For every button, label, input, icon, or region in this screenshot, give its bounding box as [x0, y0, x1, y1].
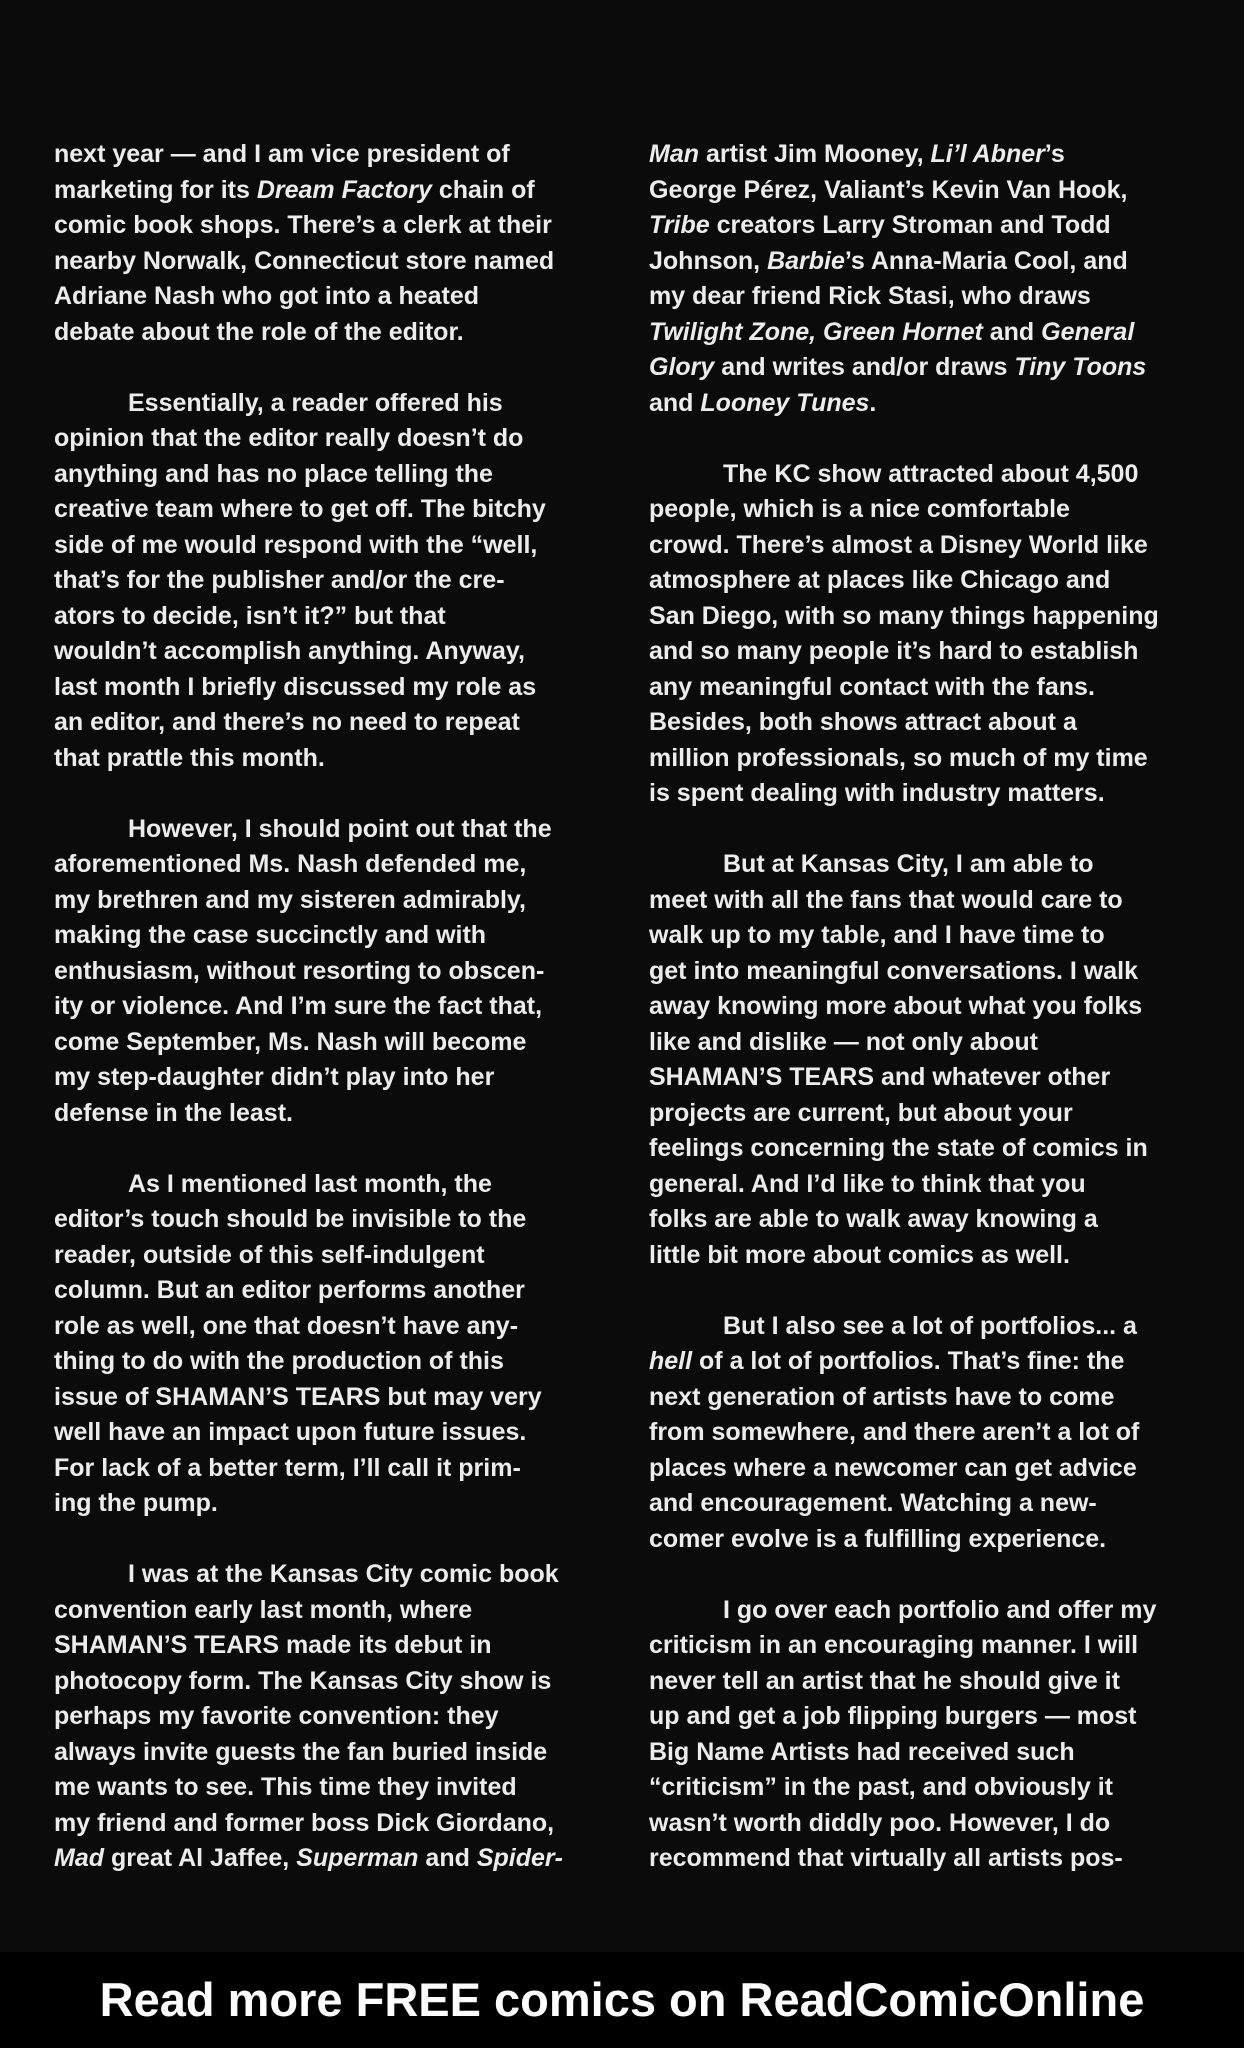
text-column-left — [54, 137, 624, 1877]
paragraph — [54, 1557, 624, 1877]
text-fragment: wasn’t worth diddly poo. However, I do — [649, 1808, 1111, 1837]
text-fragment: that prattle this month. — [54, 743, 325, 772]
text-line — [54, 1238, 624, 1274]
text-fragment: last month I briefly discussed my role as — [54, 672, 537, 701]
italic-text: Mad — [54, 1844, 104, 1872]
text-fragment: aforementioned Ms. Nash defended me, — [54, 850, 527, 878]
text-fragment: atmosphere at places like Chicago and — [649, 566, 1111, 594]
text-fragment: comer evolve is a fulfilling experience. — [649, 1524, 1107, 1553]
paragraph — [54, 1167, 624, 1522]
text-line — [54, 421, 624, 457]
text-fragment: always invite guests the fan buried inside — [54, 1737, 548, 1766]
text-fragment: my dear friend Rick Stasi, who draws — [649, 282, 1091, 310]
text-fragment: an editor, and there’s no need to repeat — [54, 708, 520, 736]
text-line — [649, 315, 1219, 351]
text-fragment: and writes and/or draws — [714, 353, 1015, 381]
text-fragment: Big Name Artists had received such — [649, 1737, 1075, 1766]
text-fragment: Adriane Nash who got into a heated — [54, 282, 480, 310]
italic-text: Man — [649, 140, 699, 168]
text-line — [54, 173, 624, 209]
text-line — [649, 1096, 1219, 1132]
text-line — [649, 1344, 1219, 1380]
text-line — [649, 634, 1219, 670]
text-line — [54, 1167, 624, 1203]
italic-text: Glory — [649, 353, 715, 381]
text-line — [54, 1806, 624, 1842]
text-fragment: get into meaningful conversations. I walk — [649, 956, 1138, 985]
text-line — [649, 279, 1219, 315]
text-fragment: of a lot of portfolios. That’s fine: the — [692, 1347, 1125, 1375]
text-fragment: wouldn’t accomplish anything. Anyway, — [54, 637, 525, 665]
text-fragment: making the case succinctly and with — [54, 921, 487, 949]
text-line — [649, 1593, 1219, 1629]
paragraph — [649, 847, 1219, 1273]
text-line — [649, 599, 1219, 635]
text-fragment: places where a newcomer can get advice — [649, 1453, 1137, 1482]
text-fragment: reader, outside of this self-indulgent — [54, 1240, 485, 1269]
paragraph — [54, 137, 624, 350]
text-line — [54, 705, 624, 741]
text-fragment: and — [649, 388, 701, 417]
text-fragment: thing to do with the production of this — [54, 1347, 504, 1375]
text-fragment: chain of — [431, 175, 535, 204]
text-fragment: and — [982, 317, 1042, 346]
text-fragment: issue of SHAMAN’S TEARS but may very — [54, 1382, 542, 1411]
text-fragment: George Pérez, Valiant’s Kevin Van Hook, — [649, 175, 1128, 204]
paragraph — [649, 137, 1219, 421]
text-line — [649, 208, 1219, 244]
text-fragment: feelings concerning the state of comics in — [649, 1134, 1148, 1162]
text-line — [54, 634, 624, 670]
text-line — [649, 670, 1219, 706]
text-fragment: I go over each portfolio and offer my — [723, 1595, 1157, 1624]
text-line — [54, 812, 624, 848]
text-fragment: million professionals, so much of my time — [649, 743, 1148, 772]
text-fragment: opinion that the editor really doesn’t do — [54, 424, 524, 452]
text-line — [649, 918, 1219, 954]
text-fragment: But at Kansas City, I am able to — [723, 850, 1094, 878]
text-fragment: I was at the Kansas City comic book — [128, 1560, 559, 1588]
text-fragment: walk up to my table, and I have time to — [649, 921, 1105, 949]
text-line — [649, 563, 1219, 599]
text-line — [54, 1770, 624, 1806]
banner-text: Read more FREE comics on ReadComicOnline — [99, 1973, 1145, 2026]
text-line — [649, 1770, 1219, 1806]
paragraph — [54, 812, 624, 1132]
text-fragment: folks are able to walk away knowing a — [649, 1205, 1098, 1233]
text-line — [54, 315, 624, 351]
text-line — [54, 1415, 624, 1451]
text-fragment: is spent dealing with industry matters. — [649, 779, 1105, 807]
text-fragment: enthusiasm, without resorting to obscen- — [54, 956, 545, 985]
italic-text: hell — [649, 1347, 693, 1375]
text-fragment: crowd. There’s almost a Disney World like — [649, 530, 1148, 559]
text-line — [54, 208, 624, 244]
italic-text: Twilight Zone, Green Hornet — [649, 317, 983, 346]
text-line — [54, 457, 624, 493]
text-line — [54, 954, 624, 990]
text-line — [54, 599, 624, 635]
text-line — [54, 137, 624, 173]
text-line — [54, 492, 624, 528]
text-line — [54, 563, 624, 599]
text-fragment: convention early last month, where — [54, 1595, 473, 1624]
text-line — [54, 386, 624, 422]
text-line — [649, 1415, 1219, 1451]
text-line — [649, 1167, 1219, 1203]
text-line — [649, 1380, 1219, 1416]
text-line — [649, 492, 1219, 528]
text-fragment: recommend that virtually all artists pos- — [649, 1844, 1123, 1872]
text-fragment: criticism in an encouraging manner. I will — [649, 1631, 1139, 1659]
text-line — [54, 1557, 624, 1593]
text-fragment: away knowing more about what you folks — [649, 992, 1143, 1020]
paragraph — [649, 457, 1219, 812]
text-fragment: like and dislike — not only about — [649, 1027, 1038, 1056]
text-fragment: Besides, both shows attract about a — [649, 708, 1077, 736]
italic-text: Dream Factory — [256, 175, 432, 204]
italic-text: Spider- — [476, 1844, 563, 1872]
text-line — [649, 741, 1219, 777]
text-fragment: my step-daughter didn’t play into her — [54, 1063, 495, 1091]
text-line — [54, 847, 624, 883]
text-line — [649, 173, 1219, 209]
text-fragment: However, I should point out that the — [128, 814, 552, 843]
text-fragment: side of me would respond with the “well, — [54, 530, 538, 559]
text-fragment: next generation of artists have to come — [649, 1382, 1115, 1411]
text-line — [54, 244, 624, 280]
paragraph — [54, 386, 624, 777]
text-fragment: any meaningful contact with the fans. — [649, 672, 1095, 701]
text-fragment: perhaps my favorite convention: they — [54, 1702, 499, 1730]
text-line — [649, 954, 1219, 990]
text-fragment: ’s Anna-Maria Cool, and — [844, 246, 1128, 275]
text-line — [649, 528, 1219, 564]
text-fragment: photocopy form. The Kansas City show is — [54, 1666, 552, 1695]
text-line — [649, 1735, 1219, 1771]
text-line — [649, 1060, 1219, 1096]
text-line — [649, 1841, 1219, 1877]
text-line — [54, 1664, 624, 1700]
text-fragment: column. But an editor performs another — [54, 1276, 525, 1304]
text-line — [54, 1344, 624, 1380]
text-fragment: Johnson, — [649, 246, 768, 275]
text-fragment: Essentially, a reader offered his — [128, 388, 503, 417]
text-line — [649, 386, 1219, 422]
text-fragment: artist Jim Mooney, — [699, 140, 931, 168]
text-line — [54, 1096, 624, 1132]
italic-text: General — [1041, 317, 1135, 346]
text-line — [54, 1025, 624, 1061]
text-fragment: my friend and former boss Dick Giordano, — [54, 1808, 555, 1837]
text-fragment: meet with all the fans that would care to — [649, 885, 1123, 914]
text-line — [649, 1522, 1219, 1558]
text-line — [649, 1486, 1219, 1522]
text-column-right — [649, 137, 1219, 1877]
text-fragment: ators to decide, isn’t it?” but that — [54, 601, 446, 630]
text-line — [54, 741, 624, 777]
text-line — [649, 1131, 1219, 1167]
text-line — [54, 1273, 624, 1309]
text-fragment: “criticism” in the past, and obviously it — [649, 1773, 1113, 1801]
text-line — [54, 1593, 624, 1629]
text-line — [54, 1309, 624, 1345]
text-fragment: ity or violence. And I’m sure the fact that, — [54, 992, 543, 1020]
text-line — [649, 847, 1219, 883]
text-line — [649, 1664, 1219, 1700]
text-line — [649, 1699, 1219, 1735]
text-fragment: SHAMAN’S TEARS and whatever other — [649, 1063, 1111, 1091]
text-fragment: up and get a job flipping burgers — most — [649, 1702, 1137, 1730]
text-fragment: defense in the least. — [54, 1098, 293, 1127]
text-line — [649, 1309, 1219, 1345]
italic-text: Barbie — [767, 246, 845, 275]
text-line — [54, 1060, 624, 1096]
text-line — [649, 1451, 1219, 1487]
text-fragment: creative team where to get off. The bitchy — [54, 495, 546, 523]
italic-text: Tiny Toons — [1014, 353, 1147, 381]
text-line — [54, 1628, 624, 1664]
italic-text: Tribe — [649, 211, 710, 239]
text-fragment: me wants to see. This time they invited — [54, 1773, 517, 1801]
text-fragment: The KC show attracted about 4,500 — [723, 459, 1139, 488]
italic-text: Li’l Abner — [930, 140, 1045, 168]
text-fragment: debate about the role of the editor. — [54, 317, 464, 346]
text-line — [54, 918, 624, 954]
text-line — [54, 528, 624, 564]
text-line — [649, 1025, 1219, 1061]
text-line — [54, 1451, 624, 1487]
text-fragment: As I mentioned last month, the — [128, 1169, 492, 1198]
text-fragment: creators Larry Stroman and Todd — [709, 211, 1111, 239]
text-line — [649, 989, 1219, 1025]
text-fragment: comic book shops. There’s a clerk at their — [54, 211, 552, 239]
text-fragment: projects are current, but about your — [649, 1098, 1073, 1127]
text-line — [54, 670, 624, 706]
text-line — [649, 1628, 1219, 1664]
text-line — [649, 776, 1219, 812]
text-fragment: from somewhere, and there aren’t a lot of — [649, 1418, 1140, 1446]
paragraph — [649, 1309, 1219, 1558]
text-fragment: never tell an artist that he should give it — [649, 1666, 1120, 1695]
italic-text: Superman — [296, 1844, 419, 1872]
text-fragment: well have an impact upon future issues. — [54, 1418, 527, 1446]
text-fragment: editor’s touch should be invisible to the — [54, 1205, 527, 1233]
text-fragment: marketing for its — [54, 175, 257, 204]
text-fragment: that’s for the publisher and/or the cre- — [54, 566, 505, 594]
text-line — [54, 1486, 624, 1522]
text-fragment: general. And I’d like to think that you — [649, 1169, 1086, 1198]
text-line — [649, 1238, 1219, 1274]
text-fragment: great Al Jaffee, — [104, 1844, 297, 1872]
text-fragment: . — [869, 388, 877, 417]
text-fragment: and encouragement. Watching a new- — [649, 1489, 1097, 1517]
text-fragment: ’s — [1044, 140, 1065, 168]
text-line — [54, 1841, 624, 1877]
text-line — [649, 1806, 1219, 1842]
text-line — [649, 244, 1219, 280]
italic-text: Looney Tunes — [700, 388, 870, 417]
text-line — [54, 1699, 624, 1735]
text-line — [649, 137, 1219, 173]
text-line — [649, 1202, 1219, 1238]
text-line — [54, 279, 624, 315]
text-fragment: But I also see a lot of portfolios... a — [723, 1311, 1137, 1340]
text-line — [649, 350, 1219, 386]
text-fragment: nearby Norwalk, Connecticut store named — [54, 246, 555, 275]
text-line — [54, 1735, 624, 1771]
read-more-banner[interactable] — [0, 1952, 1244, 2048]
text-fragment: San Diego, with so many things happening — [649, 601, 1159, 630]
text-fragment: SHAMAN’S TEARS made its debut in — [54, 1631, 492, 1659]
text-fragment: little bit more about comics as well. — [649, 1240, 1070, 1269]
text-line — [649, 705, 1219, 741]
text-fragment: people, which is a nice comfortable — [649, 495, 1070, 523]
text-line — [54, 1202, 624, 1238]
text-fragment: For lack of a better term, I’ll call it prim- — [54, 1453, 521, 1482]
text-fragment: come September, Ms. Nash will become — [54, 1027, 527, 1056]
paragraph — [649, 1593, 1219, 1877]
text-line — [649, 457, 1219, 493]
text-fragment: next year — and I am vice president of — [54, 140, 510, 168]
text-fragment: role as well, one that doesn’t have any- — [54, 1311, 519, 1340]
text-line — [54, 989, 624, 1025]
text-line — [649, 883, 1219, 919]
text-line — [54, 1380, 624, 1416]
text-fragment: anything and has no place telling the — [54, 459, 493, 488]
text-fragment: and so many people it’s hard to establish — [649, 637, 1139, 665]
text-fragment: ing the pump. — [54, 1489, 218, 1517]
text-fragment: and — [418, 1844, 477, 1872]
text-line — [54, 883, 624, 919]
text-fragment: my brethren and my sisteren admirably, — [54, 885, 526, 914]
